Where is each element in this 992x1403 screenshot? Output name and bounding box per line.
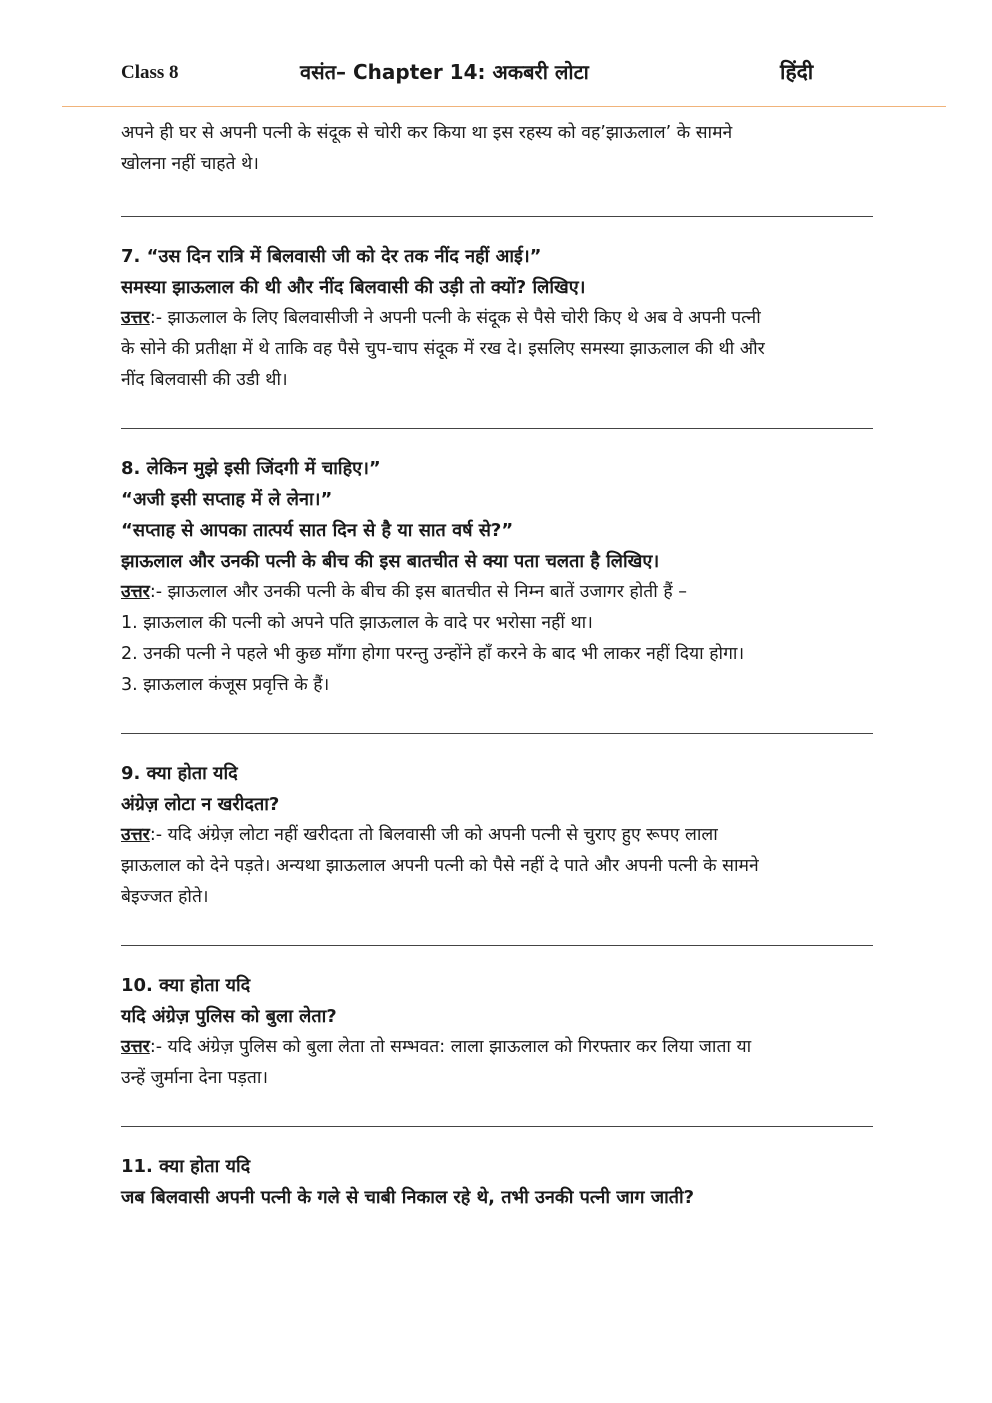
question-line: झाऊलाल और उनकी पत्नी के बीच की इस बातचीत से क्या पता चलता है लिखिए। (121, 551, 660, 572)
question-11 (121, 1151, 873, 1213)
intro-line: अपने ही घर से अपनी पत्नी के संदूक से चोरी कर किया था इस रहस्य को वह’झाऊलाल’ के सामने (121, 123, 733, 143)
answer-line: उन्हें जुर्माना देना पड़ता। (121, 1068, 269, 1088)
header-divider (62, 106, 946, 107)
answer-text: :- यदि अंग्रेज़ लोटा नहीं खरीदता तो बिलवासी जी को अपनी पत्नी से चुराए हुए रूपए लाला (149, 825, 718, 845)
answer-label: उत्तर (121, 825, 150, 845)
question-line: 7. “उस दिन रात्रि में बिलवासी जी को देर तक नींद नहीं आई।” (121, 246, 542, 267)
answer-line (121, 577, 873, 608)
answer-line (121, 820, 873, 851)
answer-text: :- झाऊलाल के लिए बिलवासीजी ने अपनी पत्नी के संदूक से पैसे चोरी किए थे अब वे अपनी पत्नी (149, 308, 761, 328)
question-10 (121, 970, 873, 1094)
document-body (121, 118, 873, 1213)
answer-line (121, 1032, 873, 1063)
question-line: “सप्ताह से आपका तात्पर्य सात दिन से है या सात वर्ष से?” (121, 520, 514, 541)
question-line: 8. लेकिन मुझे इसी जिंदगी में चाहिए।” (121, 458, 381, 479)
answer-point: 1. झाऊलाल की पत्नी को अपने पति झाऊलाल के वादे पर भरोसा नहीं था। (121, 613, 593, 633)
answer-text: :- यदि अंग्रेज़ पुलिस को बुला लेता तो सम्भवत: लाला झाऊलाल को गिरफ्तार कर लिया जाता या (149, 1037, 752, 1057)
question-line: यदि अंग्रेज़ पुलिस को बुला लेता? (121, 1006, 337, 1027)
answer-point: 2. उनकी पत्नी ने पहले भी कुछ माँगा होगा परन्तु उन्होंने हाँ करने के बाद भी लाकर नहीं दिया होगा। (121, 644, 745, 664)
answer-line: झाऊलाल को देने पड़ते। अन्यथा झाऊलाल अपनी पत्नी को पैसे नहीं दे पाते और अपनी पत्नी के सामने (121, 856, 759, 876)
question-line: अंग्रेज़ लोटा न खरीदता? (121, 794, 280, 815)
answer-line (121, 303, 873, 334)
question-line: 10. क्या होता यदि (121, 975, 251, 996)
answer-label: उत्तर (121, 582, 150, 602)
question-9 (121, 758, 873, 913)
question-line: समस्या झाऊलाल की थी और नींद बिलवासी की उड़ी तो क्यों? लिखिए। (121, 277, 586, 298)
chapter-title: वसंत– Chapter 14: अकबरी लोटा (300, 60, 589, 84)
question-7 (121, 241, 873, 396)
question-line: 9. क्या होता यदि (121, 763, 238, 784)
subject-label: हिंदी (780, 60, 814, 84)
intro-line: खोलना नहीं चाहते थे। (121, 154, 259, 174)
answer-label: उत्तर (121, 1037, 150, 1057)
answer-line: नींद बिलवासी की उडी थी। (121, 370, 288, 390)
question-line: जब बिलवासी अपनी पत्नी के गले से चाबी निकाल रहे थे, तभी उनकी पत्नी जाग जाती? (121, 1187, 695, 1208)
answer-label: उत्तर (121, 308, 150, 328)
answer-text: :- झाऊलाल और उनकी पत्नी के बीच की इस बातचीत से निम्न बातें उजागर होती हैं – (149, 582, 687, 602)
question-line: 11. क्या होता यदि (121, 1156, 251, 1177)
answer-line: बेइज्जत होते। (121, 887, 209, 907)
question-line: “अजी इसी सप्ताह में ले लेना।” (121, 489, 333, 510)
page-header (0, 0, 992, 108)
answer-line: के सोने की प्रतीक्षा में थे ताकि वह पैसे चुप-चाप संदूक में रख दे। इसलिए समस्या झाऊलाल की थी और (121, 339, 765, 359)
answer-point: 3. झाऊलाल कंजूस प्रवृत्ति के हैं। (121, 675, 330, 695)
intro-paragraph (121, 118, 873, 180)
class-label: Class 8 (121, 62, 179, 83)
question-8 (121, 453, 873, 701)
